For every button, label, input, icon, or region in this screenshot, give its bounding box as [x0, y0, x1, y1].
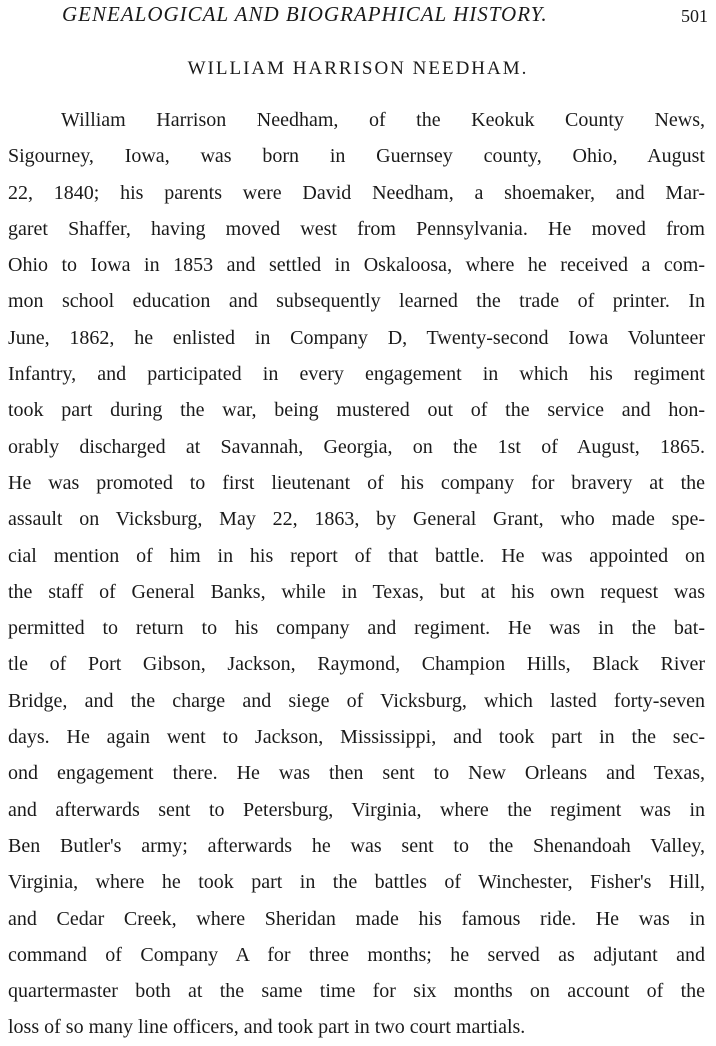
text-line: took part during the war, being mustered out of the service and hon- [8, 399, 705, 422]
text-line: Sigourney, Iowa, was born in Guernsey county, Ohio, August [8, 145, 705, 168]
page-number: 501 [681, 6, 708, 26]
running-head: GENEALOGICAL AND BIOGRAPHICAL HISTORY. [62, 2, 548, 26]
text-line: He was promoted to first lieutenant of his company for bravery at the [8, 471, 705, 494]
text-line: and Cedar Creek, where Sheridan made his famous ride. He was in [8, 907, 705, 930]
text-line: days. He again went to Jackson, Mississippi, and took part in the sec- [8, 726, 705, 749]
text-line: Virginia, where he took part in the battles of Winchester, Fisher's Hill, [8, 871, 705, 894]
text-line: quartermaster both at the same time for six months on account of the [8, 980, 705, 1003]
text-line: permitted to return to his company and regiment. He was in the bat- [8, 617, 705, 640]
text-line: and afterwards sent to Petersburg, Virginia, where the regiment was in [8, 798, 705, 821]
text-line: 22, 1840; his parents were David Needham, a shoemaker, and Mar- [8, 181, 705, 204]
text-line: garet Shaffer, having moved west from Pennsylvania. He moved from [8, 217, 705, 240]
text-line: Bridge, and the charge and siege of Vicksburg, which lasted forty-seven [8, 689, 705, 712]
text-line: command of Company A for three months; he served as adjutant and [8, 943, 705, 966]
text-line: mon school education and subsequently learned the trade of printer. In [8, 290, 705, 313]
text-line: cial mention of him in his report of that battle. He was appointed on [8, 544, 705, 567]
text-line: William Harrison Needham, of the Keokuk County News, [61, 109, 705, 131]
text-line: June, 1862, he enlisted in Company D, Twenty-second Iowa Volunteer [8, 326, 705, 349]
text-line: ond engagement there. He was then sent to New Orleans and Texas, [8, 762, 705, 785]
text-line: Ben Butler's army; afterwards he was sent to the Shenandoah Valley, [8, 834, 705, 857]
article-title: WILLIAM HARRISON NEEDHAM. [187, 58, 529, 79]
text-line: orably discharged at Savannah, Georgia, on the 1st of August, 1865. [8, 435, 705, 458]
text-line: tle of Port Gibson, Jackson, Raymond, Champion Hills, Black River [8, 653, 705, 676]
text-line: Ohio to Iowa in 1853 and settled in Oskaloosa, where he received a com- [8, 254, 705, 277]
article-body [8, 102, 705, 1046]
text-line: Infantry, and participated in every engagement in which his regiment [8, 363, 705, 386]
text-line: assault on Vicksburg, May 22, 1863, by General Grant, who made spe- [8, 508, 705, 531]
text-line: loss of so many line officers, and took part in two court martials. [8, 1016, 526, 1039]
text-line: the staff of General Banks, while in Texas, but at his own request was [8, 580, 705, 603]
